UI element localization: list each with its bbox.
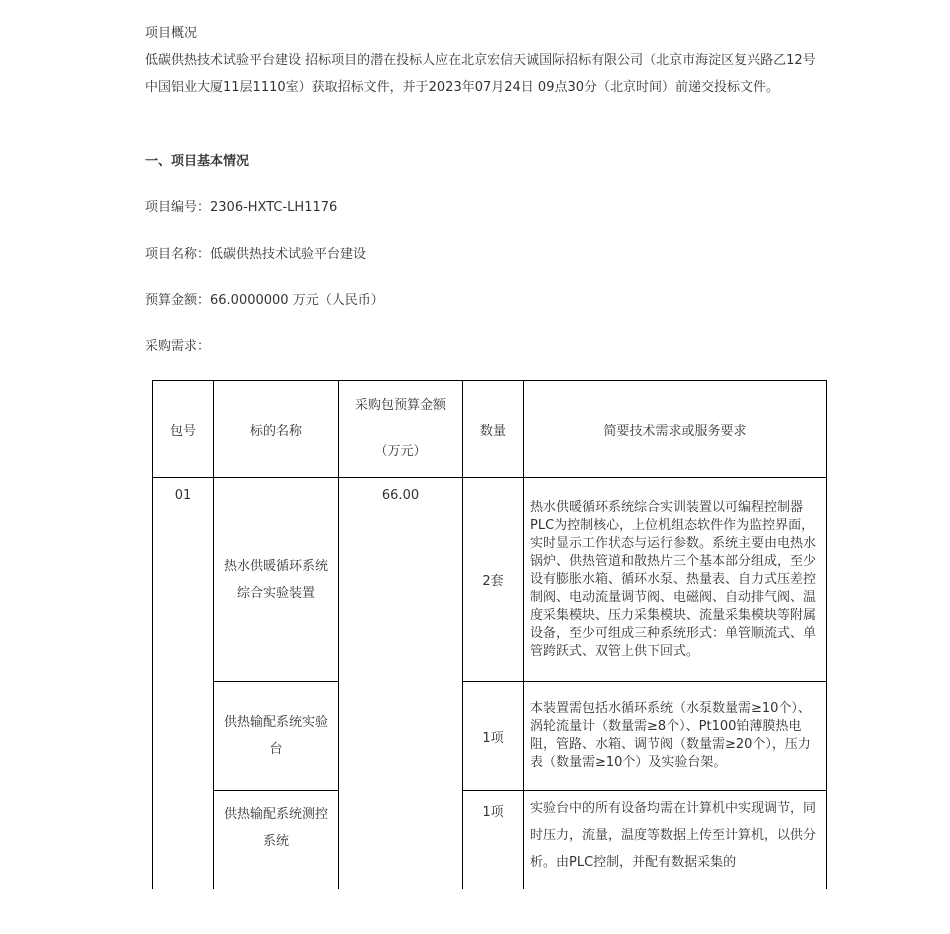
table-row [153, 478, 827, 682]
requirement-cell: 热水供暖循环系统综合实训装置以可编程控制器PLC为控制核心，上位机组态软件作为监控界面，实时显示工作状态与运行参数。系统主要由电热水锅炉、供热管道和散热片三个基本部分组成，至少设有膨胀水箱、循环水泵、热量表、自力式压差控制阀、电动流量调节阀、电磁阀、自动排气阀、温度采集模块、压力采集模块、流量采集模块等附属设备，至少可组成三种系统形式：单管顺流式、单管跨跃式、双管上供下回式。 [524, 478, 827, 682]
item-name-cell: 热水供暖循环系统综合实验装置 [214, 478, 339, 682]
requirement-cell: 本装置需包括水循环系统（水泵数量需≥10个）、涡轮流量计（数量需≥8个）、Pt100铂薄膜热电阻，管路、水箱、调节阀（数量需≥20个），压力表（数量需≥10个）及实验台架。 [524, 682, 827, 791]
budget-amount: 预算金额：66.0000000 万元（人民币） [145, 293, 384, 308]
overview-body: 低碳供热技术试验平台建设 招标项目的潜在投标人应在北京宏信天诚国际招标有限公司（北京市海淀区复兴路乙12号中国铝业大厦11层1110室）获取招标文件，并于2023年07月24日 09点30分（北京时间）前递交投标文件。 [145, 53, 816, 95]
item-name-cell: 供热输配系统测控系统 [214, 791, 339, 911]
requirements-table [152, 380, 827, 911]
package-budget-cell: 66.00 [339, 478, 463, 911]
header-budget-line1: 采购包预算金额 [354, 398, 446, 413]
overview-title: 项目概况 [145, 26, 198, 41]
package-no-cell: 01 [153, 478, 214, 911]
page-cutoff [0, 889, 950, 934]
header-budget [339, 381, 463, 478]
requirements-label: 采购需求： [145, 339, 211, 354]
requirement-cell: 实验台中的所有设备均需在计算机中实现调节，同时压力，流量，温度等数据上传至计算机，以供分析。由PLC控制，并配有数据采集的 [524, 791, 827, 911]
header-item-name: 标的名称 [214, 381, 339, 478]
table-row [153, 682, 827, 791]
project-name: 项目名称：低碳供热技术试验平台建设 [145, 247, 367, 262]
section-heading: 一、项目基本情况 [145, 154, 250, 169]
table-header-row [153, 381, 827, 478]
project-overview [145, 20, 825, 101]
quantity-cell: 2套 [463, 478, 524, 682]
header-requirements: 简要技术需求或服务要求 [524, 381, 827, 478]
header-quantity: 数量 [463, 381, 524, 478]
quantity-cell: 1项 [463, 682, 524, 791]
header-package-no: 包号 [153, 381, 214, 478]
header-budget-line2: （万元） [374, 444, 427, 459]
quantity-cell: 1项 [463, 791, 524, 911]
project-number: 项目编号：2306-HXTC-LH1176 [145, 200, 338, 215]
item-name-cell: 供热输配系统实验台 [214, 682, 339, 791]
